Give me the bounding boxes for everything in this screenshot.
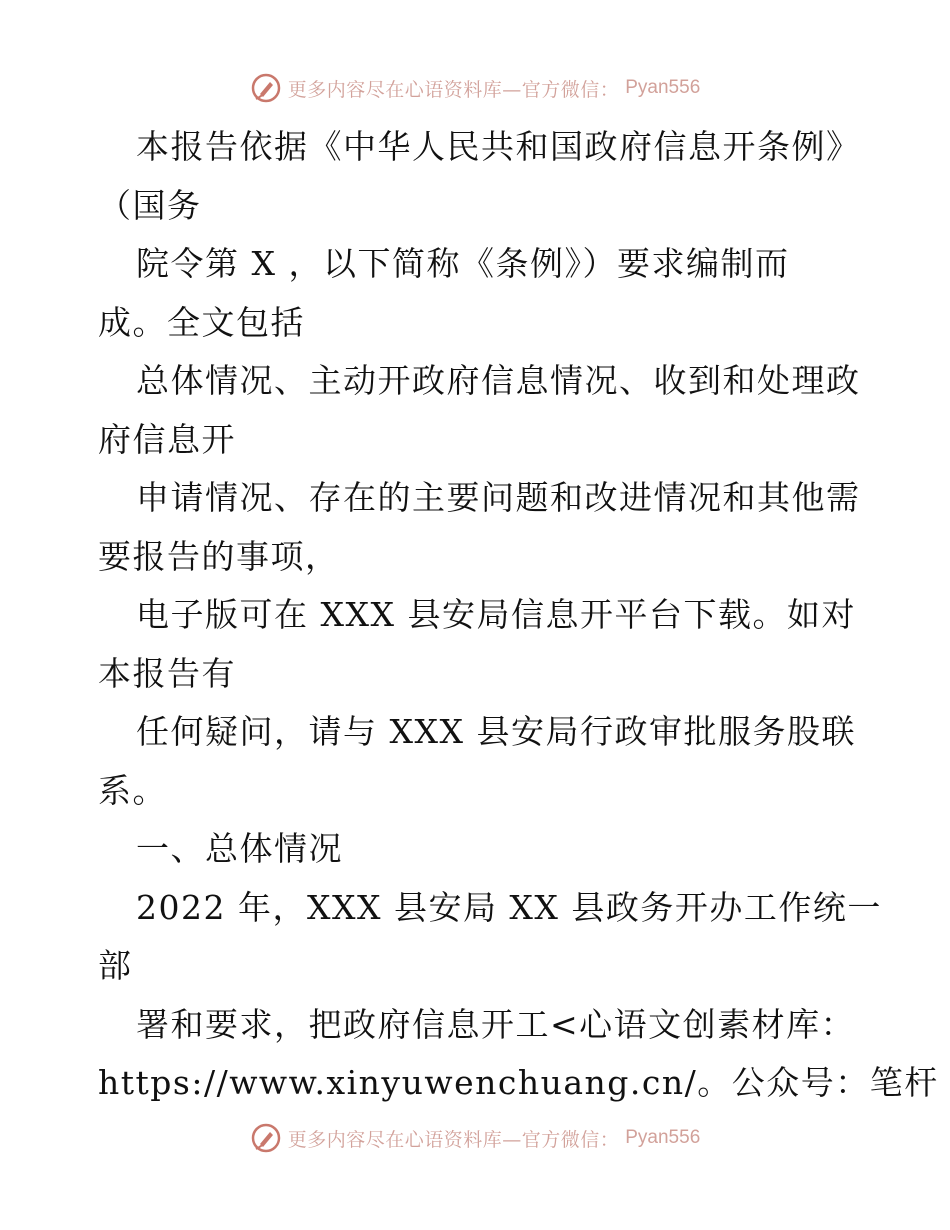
paragraph-line: 府信息开	[98, 419, 236, 459]
paragraph-line: 部	[98, 946, 133, 985]
url-line: https://www.xinyuwenchuang.cn/。公众号：笔杆	[98, 1063, 939, 1102]
paragraph-line: 系。	[98, 770, 167, 810]
watermark-header	[0, 72, 950, 104]
paragraph-line: 署和要求，把政府信息开工<心语文创素材库：	[136, 1004, 856, 1044]
section-heading: 一、总体情况	[136, 829, 343, 868]
paragraph-line: （国务	[98, 185, 202, 225]
paragraph-line: 任何疑问，请与 XXX 县安局行政审批服务股联	[136, 712, 856, 751]
watermark-footer	[0, 1122, 950, 1154]
paragraph-line: 申请情况、存在的主要问题和改进情况和其他需	[136, 478, 861, 517]
watermark-text: 更多内容尽在心语资料库—官方微信：	[287, 1128, 620, 1151]
watermark-wechat-id: Pyan556	[625, 1127, 701, 1148]
paragraph-line: 要报告的事项，	[98, 536, 340, 576]
watermark-wechat-id: Pyan556	[625, 77, 701, 98]
paragraph-line: 本报告依据《中华人民共和国政府信息开条例》	[136, 127, 861, 166]
paragraph-line: 2022 年，XXX 县安局 XX 县政务开办工作统一	[136, 887, 882, 927]
watermark-text: 更多内容尽在心语资料库—官方微信：	[287, 78, 620, 101]
paragraph-line: 成。全文包括	[98, 302, 305, 342]
pen-logo-icon	[250, 72, 282, 104]
paragraph-line: 总体情况、主动开政府信息情况、收到和处理政	[136, 361, 861, 400]
paragraph-line: 院令第 X ，以下简称《条例》）要求编制而	[136, 244, 790, 283]
paragraph-line: 电子版可在 XXX 县安局信息开平台下载。如对	[136, 595, 856, 634]
paragraph-line: 本报告有	[98, 653, 236, 693]
document-body	[98, 118, 939, 1113]
pen-logo-icon	[250, 1122, 282, 1154]
